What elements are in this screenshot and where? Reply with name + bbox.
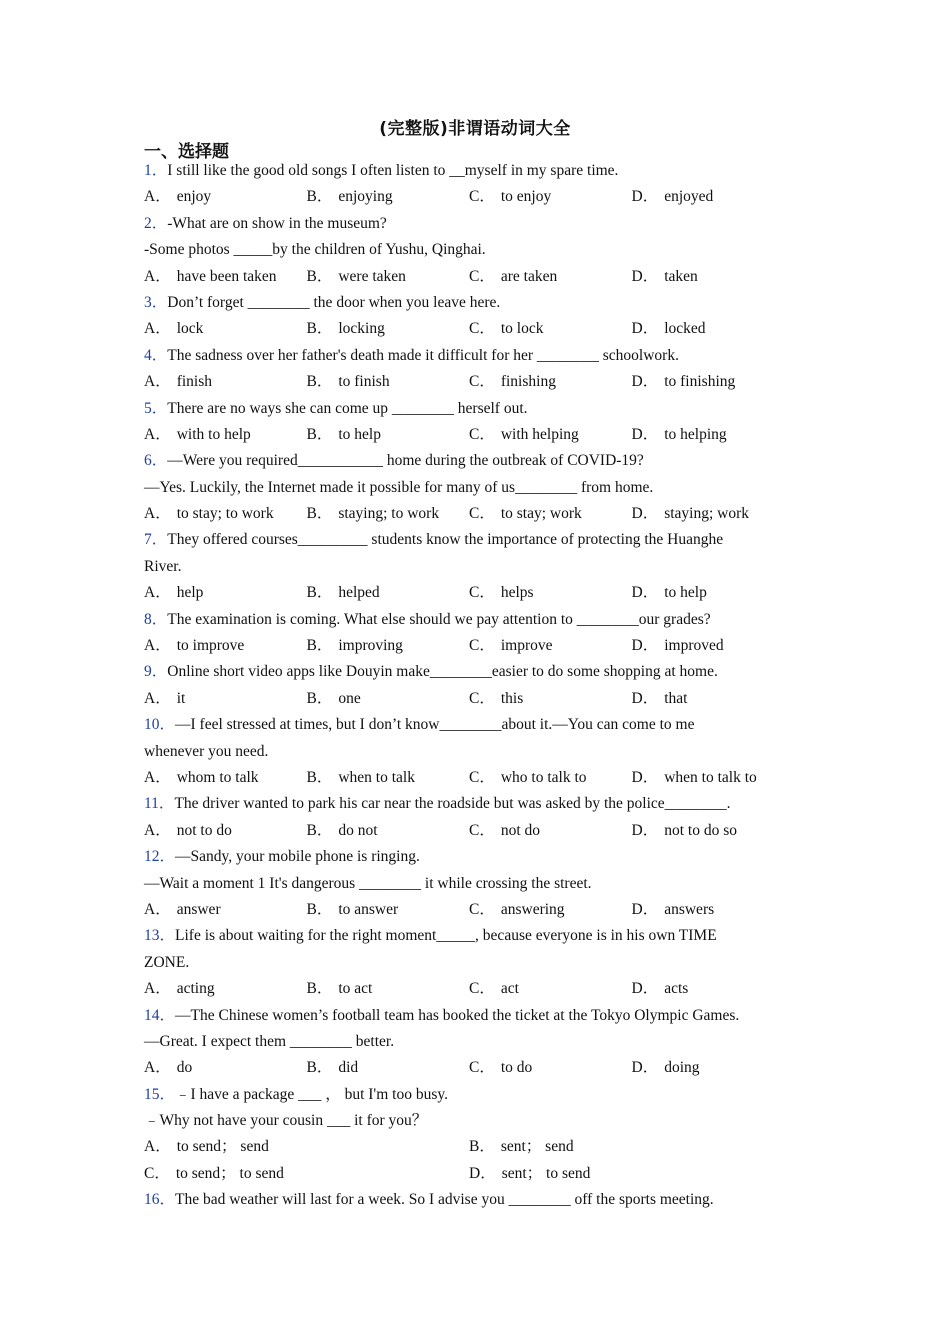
option-letter: B． [306,689,333,707]
option-letter: D． [631,584,659,602]
question-text: The examination is coming. What else should we pay attention to ________our grades? [167,610,711,628]
answer-option [469,184,632,210]
answer-option [307,264,470,290]
option-text: improve [500,637,553,655]
option-letter: D． [631,980,659,998]
question-line [144,475,794,501]
option-letter: D． [631,373,659,391]
answer-option [307,976,470,1002]
option-letter: B． [306,821,333,839]
answer-option [307,422,470,448]
option-letter: C． [469,768,495,786]
option-letter: D． [631,320,659,338]
option-text: to stay; work [500,505,582,523]
question-line [144,290,794,316]
option-letter: A． [144,267,171,285]
option-text: to do [500,1059,533,1077]
section-heading: 一、选择题 [144,142,229,162]
option-letter: B． [306,373,333,391]
question-line [144,343,794,369]
question-number: 12． [144,848,176,866]
option-text: whom to talk [176,768,259,786]
question-item [144,1187,794,1213]
answer-option [144,422,307,448]
answer-option [469,1134,794,1160]
question-text: —Wait a moment 1 It's dangerous ________ it while crossing the street. [144,874,592,892]
question-line [144,1029,794,1055]
option-letter: B． [306,900,333,918]
options-row [144,818,794,844]
option-text: lock [176,320,204,338]
answer-option [144,264,307,290]
question-line [144,396,794,422]
option-text: to finish [338,373,390,391]
option-text: improving [338,637,403,655]
question-text: whenever you need. [144,742,269,760]
question-line [144,871,794,897]
option-text: enjoying [338,188,393,206]
answer-option [144,976,307,1002]
question-item [144,712,794,791]
options-row [144,1161,794,1187]
answer-option [144,316,307,342]
option-text: not to do so [664,821,737,839]
answer-option [469,316,632,342]
option-text: to helping [664,425,727,443]
option-letter: D． [631,1059,659,1077]
option-text: to send； to send [175,1164,284,1182]
option-text: one [338,689,361,707]
option-text: not to do [176,821,232,839]
options-row [144,1055,794,1081]
option-text: staying; work [664,505,750,523]
question-item [144,158,794,211]
answer-option [144,1055,307,1081]
option-letter: B． [306,768,333,786]
question-line [144,1082,794,1108]
answer-option [632,818,795,844]
question-line [144,844,794,870]
question-number: 3． [144,293,168,311]
option-text: did [338,1059,359,1077]
options-row [144,686,794,712]
option-text: sent； to send [501,1164,591,1182]
option-text: to lock [500,320,544,338]
option-text: locking [338,320,385,338]
question-line [144,950,794,976]
option-letter: B． [306,425,333,443]
answer-option [469,1161,794,1187]
option-text: when to talk to [664,768,757,786]
answer-option [144,501,307,527]
question-text: —Great. I expect them ________ better. [144,1032,395,1050]
answer-option [632,184,795,210]
option-letter: B． [306,584,333,602]
option-letter: D． [631,505,659,523]
answer-option [307,1055,470,1081]
option-text: improved [664,637,724,655]
option-text: helps [500,584,534,602]
option-letter: C． [469,900,495,918]
question-item [144,527,794,606]
option-text: to stay; to work [176,505,274,523]
question-number: 2． [144,214,168,232]
answer-option [632,264,795,290]
option-letter: C． [469,637,495,655]
option-letter: D． [631,267,659,285]
question-number: 13． [144,927,176,945]
answer-option [307,184,470,210]
option-text: to improve [176,637,245,655]
options-row [144,976,794,1002]
option-text: with to help [176,425,251,443]
answer-option [632,897,795,923]
question-text: -Some photos _____by the children of Yushu, Qinghai. [144,241,486,259]
option-text: do [176,1059,193,1077]
answer-option [307,316,470,342]
answer-option [144,897,307,923]
option-text: finishing [500,373,556,391]
option-letter: D． [631,188,659,206]
question-text: I still like the good old songs I often listen to __myself in my spare time. [167,162,619,179]
option-letter: B． [306,980,333,998]
question-text: —Were you required___________ home during the outbreak of COVID-19? [167,452,644,470]
question-text: -What are on show in the museum? [167,214,387,232]
option-text: when to talk [338,768,415,786]
options-row [144,897,794,923]
option-letter: C． [469,689,495,707]
option-text: that [664,689,688,707]
option-letter: A． [144,821,171,839]
option-letter: D． [631,768,659,786]
option-text: acting [176,980,215,998]
option-text: do not [338,821,378,839]
answer-option [307,897,470,923]
option-text: acts [664,980,689,998]
option-letter: C． [469,1059,495,1077]
option-letter: A． [144,373,171,391]
answer-option [144,686,307,712]
question-number: 10． [144,716,176,734]
option-text: enjoy [176,188,212,206]
option-letter: D． [631,425,659,443]
options-row [144,501,794,527]
answer-option [469,580,632,606]
question-text: The sadness over her father's death made it difficult for her ________ schoolwork. [167,346,679,364]
option-text: to send； send [176,1138,269,1156]
option-text: doing [664,1059,700,1077]
option-letter: B． [306,320,333,338]
option-letter: D． [631,637,659,655]
question-number: 6． [144,452,168,470]
option-text: answering [500,900,565,918]
option-letter: A． [144,320,171,338]
option-letter: C． [469,505,495,523]
option-text: locked [664,320,706,338]
option-text: to help [664,584,707,602]
question-item [144,448,794,527]
option-letter: C． [469,188,495,206]
answer-option [469,501,632,527]
question-line [144,739,794,765]
question-text: Life is about waiting for the right moment_____, because everyone is in his own TIME [175,927,717,945]
document-title: (完整版)非谓语动词大全 [379,119,571,139]
option-text: help [176,584,204,602]
question-line [144,659,794,685]
question-item [144,396,794,449]
answer-option [144,818,307,844]
option-text: have been taken [176,267,277,285]
options-row [144,765,794,791]
answer-option [632,369,795,395]
question-item [144,211,794,290]
question-number: 11． [144,795,175,813]
option-text: staying; to work [338,505,440,523]
question-item [144,791,794,844]
answer-option [632,976,795,1002]
question-number: 8． [144,610,168,628]
options-row [144,264,794,290]
question-text: The driver wanted to park his car near the roadside but was asked by the police________. [174,795,731,813]
option-text: this [500,689,524,707]
option-text: are taken [500,267,558,285]
question-text: They offered courses_________ students know the importance of protecting the Huanghe [167,531,724,549]
option-letter: A． [144,980,171,998]
option-letter: C． [144,1164,170,1182]
question-text: ﹣I have a package ___ ， but I'm too busy. [175,1085,448,1103]
answer-option [469,897,632,923]
answer-option [144,184,307,210]
question-line [144,607,794,633]
question-text: —I feel stressed at times, but I don’t know________about it.—You can come to me [175,716,695,734]
answer-option [307,580,470,606]
options-row [144,422,794,448]
option-letter: A． [144,425,171,443]
option-text: with helping [500,425,579,443]
question-text: —The Chinese women’s football team has booked the ticket at the Tokyo Olympic Games. [175,1006,740,1024]
options-row [144,580,794,606]
option-letter: B． [306,188,333,206]
answer-option [632,501,795,527]
option-letter: C． [469,584,495,602]
answer-option [469,765,632,791]
options-row [144,369,794,395]
question-item [144,659,794,712]
question-text: ﹣Why not have your cousin ___ it for you？ [144,1112,428,1130]
question-number: 16． [144,1191,176,1209]
option-text: to answer [338,900,399,918]
option-letter: B． [306,505,333,523]
option-text: to act [338,980,373,998]
option-text: it [176,689,186,707]
option-letter: A． [144,637,171,655]
question-item [144,1082,794,1188]
question-line [144,791,794,817]
option-letter: B． [306,267,333,285]
option-text: act [500,980,519,998]
option-letter: B． [306,1059,333,1077]
option-text: finish [176,373,213,391]
answer-option [469,686,632,712]
option-letter: B． [469,1138,495,1156]
option-text: who to talk to [500,768,587,786]
question-line [144,554,794,580]
question-line [144,158,794,184]
question-line [144,712,794,738]
option-text: answer [176,900,221,918]
question-line [144,1108,794,1134]
question-item [144,923,794,1002]
question-item [144,343,794,396]
answer-option [144,1161,469,1187]
option-letter: A． [144,1059,171,1077]
question-text: There are no ways she can come up ________ herself out. [167,399,528,417]
option-text: sent； send [500,1138,574,1156]
options-row [144,1134,794,1160]
question-text: —Yes. Luckily, the Internet made it possible for many of us________ from home. [144,478,654,496]
question-line [144,923,794,949]
option-text: were taken [338,267,406,285]
question-line [144,1187,794,1213]
question-number: 5． [144,399,168,417]
question-item [144,290,794,343]
option-letter: A． [144,768,171,786]
option-letter: C． [469,373,495,391]
question-number: 1． [144,162,168,179]
answer-option [632,580,795,606]
answer-option [307,501,470,527]
answer-option [469,264,632,290]
question-line [144,211,794,237]
answer-option [307,765,470,791]
question-line [144,237,794,263]
answer-option [632,316,795,342]
question-line [144,1003,794,1029]
answer-option [144,633,307,659]
option-letter: D． [631,900,659,918]
option-letter: C． [469,980,495,998]
answer-option [632,633,795,659]
answer-option [144,1134,469,1160]
answer-option [307,633,470,659]
answer-option [469,976,632,1002]
answer-option [469,633,632,659]
option-text: helped [338,584,380,602]
option-letter: A． [144,689,171,707]
option-letter: A． [144,900,171,918]
answer-option [144,765,307,791]
question-item [144,1003,794,1082]
option-text: enjoyed [664,188,714,206]
option-text: to help [338,425,381,443]
option-letter: A． [144,1138,171,1156]
question-text: River. [144,557,182,575]
answer-option [632,686,795,712]
option-letter: A． [144,188,171,206]
question-number: 9． [144,663,168,681]
option-text: answers [664,900,715,918]
answer-option [469,422,632,448]
options-row [144,184,794,210]
answer-option [307,818,470,844]
question-number: 15． [144,1085,176,1103]
option-letter: D． [631,689,659,707]
option-text: not do [500,821,541,839]
answer-option [144,369,307,395]
question-number: 14． [144,1006,176,1024]
answer-option [469,369,632,395]
question-text: The bad weather will last for a week. So I advise you ________ off the sports meeting. [175,1191,714,1209]
options-row [144,316,794,342]
option-letter: C． [469,821,495,839]
option-letter: D． [631,821,659,839]
answer-option [632,765,795,791]
answer-option [307,369,470,395]
question-text: Online short video apps like Douyin make________easier to do some shopping at home. [167,663,718,681]
options-row [144,633,794,659]
option-letter: B． [306,637,333,655]
option-text: to enjoy [500,188,552,206]
answer-option [144,580,307,606]
option-letter: C． [469,267,495,285]
question-number: 4． [144,346,168,364]
answer-option [307,686,470,712]
option-letter: C． [469,425,495,443]
option-letter: C． [469,320,495,338]
answer-option [469,818,632,844]
question-text: —Sandy, your mobile phone is ringing. [175,848,420,866]
option-letter: A． [144,584,171,602]
question-item [144,844,794,923]
option-text: to finishing [664,373,736,391]
question-line [144,527,794,553]
answer-option [632,422,795,448]
option-letter: A． [144,505,171,523]
question-list [144,158,794,1214]
question-line [144,448,794,474]
question-number: 7． [144,531,168,549]
answer-option [469,1055,632,1081]
answer-option [632,1055,795,1081]
option-letter: D． [469,1164,496,1182]
option-text: taken [664,267,698,285]
question-text: Don’t forget ________ the door when you leave here. [167,293,501,311]
question-text: ZONE. [144,953,190,971]
question-item [144,607,794,660]
